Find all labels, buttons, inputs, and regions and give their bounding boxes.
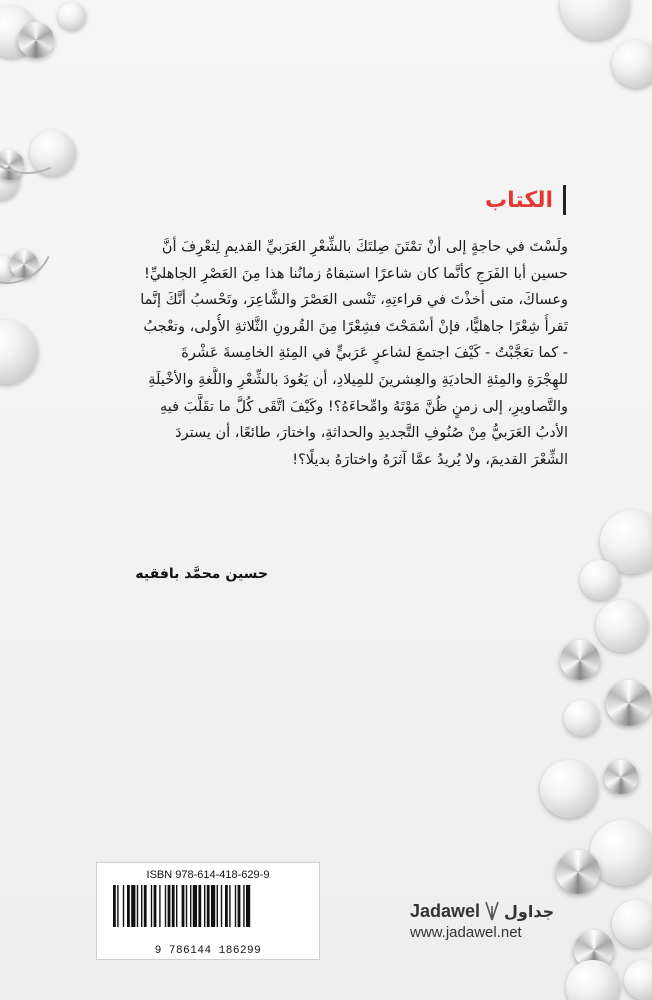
blurb-line: الأدبُ العَرَبيُّ مِنْ صُنُوفِ التَّجديدِ والحداثةِ، واختارَ، طائعًا، أن يستردَ xyxy=(175,425,568,442)
author-name: حسين محمَّد بافقيه xyxy=(135,566,268,582)
pearl-decoration xyxy=(560,0,630,40)
publisher-url: www.jadawel.net xyxy=(410,924,522,941)
blurb-line: والتَّصاويرِ، إلى زمنٍ ظُنَّ مَوْتَهُ وامِّحاءَهُ؟! وكَيْفَ اتَّقَى كُلَّ ما تقَلَّبَ فيهِ xyxy=(159,398,568,415)
publisher-name-en: Jadawel xyxy=(410,900,481,921)
pearl-decoration xyxy=(596,600,648,652)
title-divider xyxy=(563,185,566,215)
crystal-decoration xyxy=(606,680,652,726)
crystal-decoration xyxy=(18,22,54,58)
barcode-bars xyxy=(109,885,307,941)
pearl-decoration xyxy=(612,40,652,88)
isbn-barcode xyxy=(96,862,320,960)
blurb-line: الشِّعْرَ القديمَ، ولا يُريدُ عمَّا آثرَهُ واختارَهُ بديلًا؟! xyxy=(292,451,568,468)
section-title xyxy=(485,185,566,215)
publisher-emblem-icon xyxy=(484,900,500,922)
crystal-decoration xyxy=(560,640,600,680)
wire-decoration xyxy=(0,44,100,190)
blurb-paragraph xyxy=(94,234,568,473)
pearl-decoration xyxy=(0,320,38,384)
publisher-logo xyxy=(410,900,560,941)
blurb-line: تَقرأُ شِعْرًا جاهليًّا، فإنْ أسْمَحْتَ فشِعْرًا مِنَ القُرونِ الثَّلاثةِ الأُولى، وتعْجبُ xyxy=(143,318,568,335)
isbn-label: ISBN 978-614-418-629-9 xyxy=(146,869,270,881)
pearl-decoration xyxy=(564,700,600,736)
wire-decoration xyxy=(0,177,67,297)
blurb-line: للهِجْرَةِ والمِئةِ الحاديَةِ والعِشرينَ للمِيلادِ، أن يَعُودَ بالشِّعْرِ واللُّغةِ والأخْيلَةِ xyxy=(148,371,568,388)
blurb-line: ولَسْتَ في حاجةٍ إلى أنْ تمْتَنَ صِلتَكَ بالشِّعْرِ العَرَبيِّ القديمِ لِتعْرِفَ أنَّ xyxy=(161,239,568,255)
crystal-decoration xyxy=(556,850,600,894)
pearl-decoration xyxy=(612,900,652,948)
pearl-decoration xyxy=(58,2,86,30)
blurb-line: وعساكَ، متى أخذْتَ في قراءتِهِ، تَنْسى العَصْرَ والشَّاعِرَ، وتَحْسبُ أنَّكَ إنَّما xyxy=(140,292,568,309)
publisher-name-ar: جداول xyxy=(504,901,555,921)
pearl-decoration xyxy=(624,960,652,1000)
pearl-decoration xyxy=(540,760,598,818)
pearl-decoration xyxy=(566,960,620,1000)
pearl-decoration xyxy=(580,560,620,600)
blurb-line: - كما تعَجَّبْتُ - كَيْفَ اجتمعَ لشاعرٍ عَرَبيٍّ في المِئةِ الخامِسةَ عَشْرةَ xyxy=(181,345,568,362)
section-title-text: الكتاب xyxy=(485,187,553,213)
blurb-line: حسين أبا الفَرَجِ كأنَّما كان شاعرًا استبقاهُ زمانُنا هذا مِنَ العَصْرِ الجاهليِّ! xyxy=(144,265,568,282)
crystal-decoration xyxy=(604,760,638,794)
barcode-number: 9 786144 186299 xyxy=(154,945,262,957)
